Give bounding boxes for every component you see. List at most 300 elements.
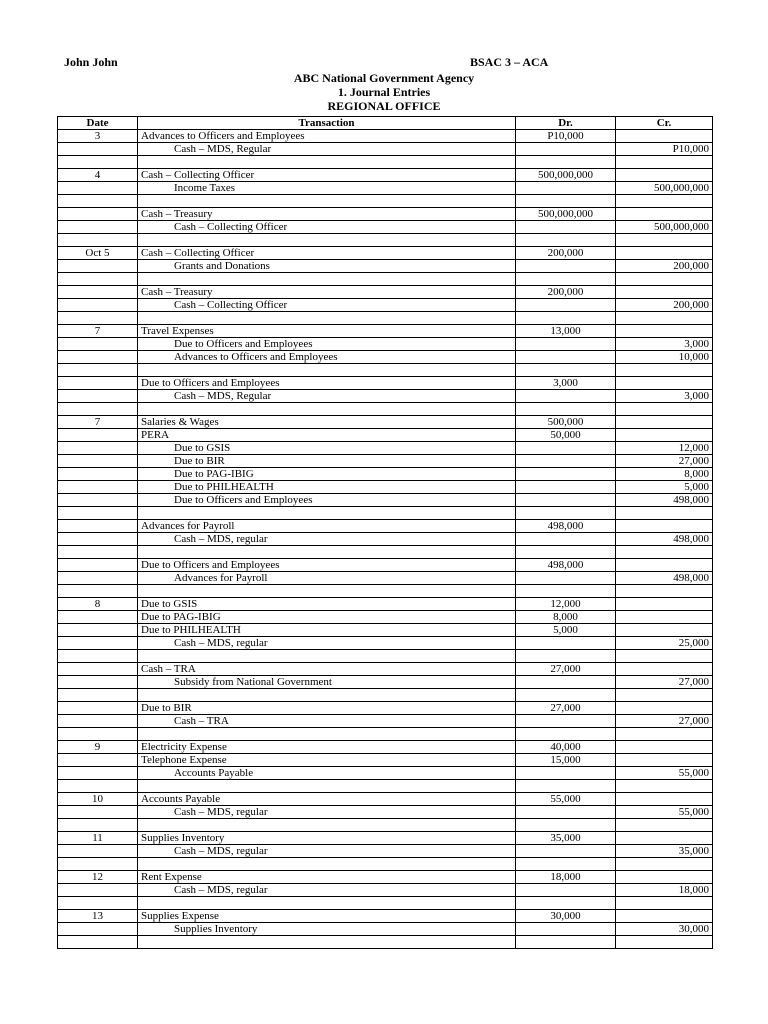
date-cell	[58, 767, 138, 780]
credit-cell	[616, 585, 713, 598]
credit-cell	[616, 429, 713, 442]
transaction-cell	[138, 585, 516, 598]
table-row	[58, 156, 713, 169]
credit-cell	[616, 520, 713, 533]
credit-cell: 27,000	[616, 715, 713, 728]
credit-cell	[616, 819, 713, 832]
debit-cell	[516, 819, 616, 832]
date-cell	[58, 728, 138, 741]
credit-cell: 10,000	[616, 351, 713, 364]
credit-cell: 35,000	[616, 845, 713, 858]
transaction-cell: Supplies Inventory	[138, 832, 516, 845]
date-cell	[58, 338, 138, 351]
debit-cell	[516, 351, 616, 364]
credit-cell	[616, 377, 713, 390]
debit-cell	[516, 858, 616, 871]
table-row	[58, 884, 713, 897]
col-header-transaction: Transaction	[138, 117, 516, 130]
debit-cell	[516, 533, 616, 546]
credit-cell	[616, 663, 713, 676]
date-cell	[58, 221, 138, 234]
debit-cell: 3,000	[516, 377, 616, 390]
transaction-cell	[138, 273, 516, 286]
debit-cell	[516, 299, 616, 312]
date-cell	[58, 780, 138, 793]
journal-body	[58, 130, 713, 949]
debit-cell	[516, 897, 616, 910]
credit-cell	[616, 234, 713, 247]
debit-cell	[516, 936, 616, 949]
credit-cell	[616, 611, 713, 624]
debit-cell	[516, 273, 616, 286]
table-row	[58, 507, 713, 520]
credit-cell	[616, 728, 713, 741]
date-cell	[58, 663, 138, 676]
table-row	[58, 520, 713, 533]
transaction-cell: Cash – MDS, regular	[138, 533, 516, 546]
debit-cell	[516, 884, 616, 897]
date-cell: 9	[58, 741, 138, 754]
debit-cell: 498,000	[516, 520, 616, 533]
table-row	[58, 260, 713, 273]
date-cell: 12	[58, 871, 138, 884]
debit-cell: P10,000	[516, 130, 616, 143]
table-row	[58, 767, 713, 780]
transaction-cell	[138, 312, 516, 325]
date-cell	[58, 286, 138, 299]
table-row	[58, 676, 713, 689]
transaction-cell: Accounts Payable	[138, 767, 516, 780]
transaction-cell: Due to GSIS	[138, 598, 516, 611]
credit-cell: 8,000	[616, 468, 713, 481]
table-row	[58, 468, 713, 481]
transaction-cell: Due to Officers and Employees	[138, 377, 516, 390]
date-cell	[58, 676, 138, 689]
table-row	[58, 546, 713, 559]
table-row	[58, 182, 713, 195]
transaction-cell: Due to Officers and Employees	[138, 494, 516, 507]
credit-cell: P10,000	[616, 143, 713, 156]
table-row	[58, 312, 713, 325]
transaction-cell: Due to PHILHEALTH	[138, 624, 516, 637]
credit-cell	[616, 910, 713, 923]
date-cell	[58, 715, 138, 728]
debit-cell	[516, 546, 616, 559]
date-cell: 3	[58, 130, 138, 143]
table-row	[58, 494, 713, 507]
transaction-cell	[138, 403, 516, 416]
debit-cell	[516, 234, 616, 247]
date-cell	[58, 611, 138, 624]
table-row	[58, 585, 713, 598]
debit-cell	[516, 572, 616, 585]
date-cell	[58, 351, 138, 364]
office-title: REGIONAL OFFICE	[327, 99, 441, 113]
date-cell	[58, 468, 138, 481]
table-row	[58, 936, 713, 949]
transaction-cell: Cash – Treasury	[138, 286, 516, 299]
transaction-cell: Due to BIR	[138, 702, 516, 715]
credit-cell	[616, 325, 713, 338]
debit-cell	[516, 195, 616, 208]
debit-cell: 55,000	[516, 793, 616, 806]
credit-cell	[616, 598, 713, 611]
table-row	[58, 416, 713, 429]
debit-cell	[516, 676, 616, 689]
transaction-cell: Rent Expense	[138, 871, 516, 884]
debit-cell: 27,000	[516, 663, 616, 676]
table-row	[58, 195, 713, 208]
table-row	[58, 364, 713, 377]
transaction-cell: Electricity Expense	[138, 741, 516, 754]
transaction-cell: Income Taxes	[138, 182, 516, 195]
debit-cell	[516, 312, 616, 325]
debit-cell: 50,000	[516, 429, 616, 442]
transaction-cell	[138, 234, 516, 247]
course-code: BSAC 3 – ACA	[470, 55, 549, 69]
credit-cell	[616, 858, 713, 871]
transaction-cell: PERA	[138, 429, 516, 442]
debit-cell: 27,000	[516, 702, 616, 715]
transaction-cell: Cash – MDS, regular	[138, 845, 516, 858]
date-cell	[58, 546, 138, 559]
table-row	[58, 598, 713, 611]
date-cell	[58, 429, 138, 442]
date-cell	[58, 260, 138, 273]
table-header-row	[58, 117, 713, 130]
debit-cell	[516, 481, 616, 494]
date-cell: 7	[58, 416, 138, 429]
debit-cell	[516, 845, 616, 858]
table-row	[58, 780, 713, 793]
table-row	[58, 234, 713, 247]
debit-cell	[516, 338, 616, 351]
date-cell	[58, 650, 138, 663]
transaction-cell: Advances to Officers and Employees	[138, 351, 516, 364]
credit-cell: 30,000	[616, 923, 713, 936]
table-row	[58, 832, 713, 845]
credit-cell	[616, 364, 713, 377]
transaction-cell: Cash – Treasury	[138, 208, 516, 221]
debit-cell: 15,000	[516, 754, 616, 767]
transaction-cell: Accounts Payable	[138, 793, 516, 806]
debit-cell	[516, 923, 616, 936]
debit-cell	[516, 260, 616, 273]
debit-cell: 18,000	[516, 871, 616, 884]
debit-cell: 500,000	[516, 416, 616, 429]
credit-cell	[616, 312, 713, 325]
table-row	[58, 221, 713, 234]
transaction-cell	[138, 780, 516, 793]
debit-cell: 500,000,000	[516, 169, 616, 182]
transaction-cell: Cash – Collecting Officer	[138, 221, 516, 234]
date-cell	[58, 884, 138, 897]
transaction-cell	[138, 936, 516, 949]
date-cell	[58, 754, 138, 767]
transaction-cell: Cash – Collecting Officer	[138, 299, 516, 312]
table-row	[58, 663, 713, 676]
transaction-cell: Travel Expenses	[138, 325, 516, 338]
transaction-cell: Due to PHILHEALTH	[138, 481, 516, 494]
journal-table	[57, 116, 713, 949]
credit-cell	[616, 416, 713, 429]
transaction-cell: Cash – TRA	[138, 715, 516, 728]
credit-cell: 25,000	[616, 637, 713, 650]
date-cell	[58, 403, 138, 416]
transaction-cell	[138, 728, 516, 741]
table-row	[58, 403, 713, 416]
credit-cell	[616, 871, 713, 884]
credit-cell: 12,000	[616, 442, 713, 455]
table-row	[58, 819, 713, 832]
date-cell	[58, 455, 138, 468]
table-row	[58, 208, 713, 221]
debit-cell: 500,000,000	[516, 208, 616, 221]
debit-cell	[516, 364, 616, 377]
table-row	[58, 429, 713, 442]
table-row	[58, 273, 713, 286]
debit-cell: 30,000	[516, 910, 616, 923]
date-cell	[58, 390, 138, 403]
date-cell	[58, 299, 138, 312]
table-row	[58, 390, 713, 403]
date-cell	[58, 377, 138, 390]
section-title: 1. Journal Entries	[337, 85, 431, 99]
credit-cell	[616, 247, 713, 260]
credit-cell	[616, 897, 713, 910]
transaction-cell: Telephone Expense	[138, 754, 516, 767]
credit-cell: 200,000	[616, 260, 713, 273]
date-cell	[58, 702, 138, 715]
date-cell	[58, 494, 138, 507]
table-row	[58, 299, 713, 312]
transaction-cell: Due to Officers and Employees	[138, 338, 516, 351]
table-row	[58, 533, 713, 546]
date-cell	[58, 234, 138, 247]
credit-cell	[616, 650, 713, 663]
credit-cell: 498,000	[616, 494, 713, 507]
transaction-cell	[138, 819, 516, 832]
transaction-cell	[138, 546, 516, 559]
credit-cell	[616, 559, 713, 572]
transaction-cell: Supplies Expense	[138, 910, 516, 923]
credit-cell: 27,000	[616, 455, 713, 468]
date-cell: 4	[58, 169, 138, 182]
table-row	[58, 845, 713, 858]
date-cell	[58, 208, 138, 221]
date-cell	[58, 156, 138, 169]
debit-cell: 13,000	[516, 325, 616, 338]
debit-cell: 498,000	[516, 559, 616, 572]
credit-cell	[616, 832, 713, 845]
credit-cell: 200,000	[616, 299, 713, 312]
debit-cell	[516, 767, 616, 780]
date-cell	[58, 897, 138, 910]
credit-cell	[616, 754, 713, 767]
credit-cell	[616, 793, 713, 806]
date-cell	[58, 572, 138, 585]
transaction-cell	[138, 507, 516, 520]
table-row	[58, 741, 713, 754]
table-row	[58, 624, 713, 637]
transaction-cell: Cash – MDS, regular	[138, 884, 516, 897]
credit-cell	[616, 130, 713, 143]
date-cell	[58, 195, 138, 208]
table-row	[58, 377, 713, 390]
credit-cell: 3,000	[616, 338, 713, 351]
col-header-date: Date	[58, 117, 138, 130]
debit-cell	[516, 780, 616, 793]
transaction-cell: Cash – MDS, regular	[138, 806, 516, 819]
transaction-cell	[138, 650, 516, 663]
transaction-cell: Due to PAG-IBIG	[138, 468, 516, 481]
table-row	[58, 754, 713, 767]
transaction-cell: Grants and Donations	[138, 260, 516, 273]
debit-cell: 200,000	[516, 247, 616, 260]
credit-cell: 500,000,000	[616, 221, 713, 234]
transaction-cell	[138, 156, 516, 169]
debit-cell	[516, 156, 616, 169]
table-row	[58, 611, 713, 624]
date-cell	[58, 520, 138, 533]
date-cell	[58, 585, 138, 598]
table-row	[58, 871, 713, 884]
date-cell	[58, 637, 138, 650]
debit-cell: 35,000	[516, 832, 616, 845]
credit-cell: 3,000	[616, 390, 713, 403]
table-row	[58, 442, 713, 455]
credit-cell	[616, 273, 713, 286]
date-cell: 7	[58, 325, 138, 338]
transaction-cell: Advances to Officers and Employees	[138, 130, 516, 143]
date-cell	[58, 182, 138, 195]
table-row	[58, 689, 713, 702]
debit-cell	[516, 637, 616, 650]
transaction-cell: Due to PAG-IBIG	[138, 611, 516, 624]
transaction-cell: Cash – TRA	[138, 663, 516, 676]
table-row	[58, 715, 713, 728]
credit-cell	[616, 286, 713, 299]
table-row	[58, 130, 713, 143]
credit-cell	[616, 507, 713, 520]
credit-cell	[616, 546, 713, 559]
transaction-cell: Subsidy from National Government	[138, 676, 516, 689]
debit-cell	[516, 494, 616, 507]
credit-cell	[616, 403, 713, 416]
debit-cell	[516, 455, 616, 468]
col-header-debit: Dr.	[516, 117, 616, 130]
transaction-cell: Cash – MDS, Regular	[138, 390, 516, 403]
credit-cell	[616, 689, 713, 702]
transaction-cell: Advances for Payroll	[138, 520, 516, 533]
table-row	[58, 559, 713, 572]
debit-cell	[516, 221, 616, 234]
table-row	[58, 702, 713, 715]
date-cell	[58, 559, 138, 572]
debit-cell	[516, 585, 616, 598]
agency-title: ABC National Government Agency	[293, 71, 475, 85]
date-cell	[58, 845, 138, 858]
credit-cell	[616, 780, 713, 793]
date-cell	[58, 819, 138, 832]
table-row	[58, 455, 713, 468]
date-cell	[58, 364, 138, 377]
debit-cell: 200,000	[516, 286, 616, 299]
debit-cell: 40,000	[516, 741, 616, 754]
credit-cell: 27,000	[616, 676, 713, 689]
debit-cell	[516, 442, 616, 455]
credit-cell	[616, 741, 713, 754]
table-row	[58, 806, 713, 819]
table-row	[58, 286, 713, 299]
date-cell: 13	[58, 910, 138, 923]
table-row	[58, 793, 713, 806]
date-cell	[58, 143, 138, 156]
table-row	[58, 325, 713, 338]
debit-cell	[516, 715, 616, 728]
credit-cell: 500,000,000	[616, 182, 713, 195]
credit-cell: 55,000	[616, 806, 713, 819]
table-row	[58, 650, 713, 663]
date-cell	[58, 312, 138, 325]
credit-cell	[616, 702, 713, 715]
transaction-cell	[138, 364, 516, 377]
transaction-cell	[138, 689, 516, 702]
table-row	[58, 897, 713, 910]
credit-cell	[616, 156, 713, 169]
date-cell: Oct 5	[58, 247, 138, 260]
table-row	[58, 143, 713, 156]
credit-cell: 498,000	[616, 572, 713, 585]
date-cell: 10	[58, 793, 138, 806]
credit-cell: 5,000	[616, 481, 713, 494]
date-cell: 11	[58, 832, 138, 845]
credit-cell	[616, 936, 713, 949]
transaction-cell: Due to BIR	[138, 455, 516, 468]
col-header-credit: Cr.	[616, 117, 713, 130]
credit-cell: 18,000	[616, 884, 713, 897]
transaction-cell: Salaries & Wages	[138, 416, 516, 429]
date-cell	[58, 481, 138, 494]
date-cell	[58, 273, 138, 286]
table-row	[58, 858, 713, 871]
credit-cell	[616, 169, 713, 182]
date-cell	[58, 624, 138, 637]
credit-cell	[616, 195, 713, 208]
transaction-cell: Due to Officers and Employees	[138, 559, 516, 572]
date-cell	[58, 689, 138, 702]
student-name: John John	[64, 55, 118, 69]
transaction-cell: Cash – MDS, Regular	[138, 143, 516, 156]
debit-cell	[516, 390, 616, 403]
debit-cell: 8,000	[516, 611, 616, 624]
debit-cell	[516, 507, 616, 520]
transaction-cell: Cash – MDS, regular	[138, 637, 516, 650]
debit-cell	[516, 689, 616, 702]
transaction-cell	[138, 858, 516, 871]
table-row	[58, 728, 713, 741]
transaction-cell: Cash – Collecting Officer	[138, 247, 516, 260]
table-row	[58, 572, 713, 585]
debit-cell: 12,000	[516, 598, 616, 611]
date-cell	[58, 936, 138, 949]
date-cell	[58, 507, 138, 520]
table-row	[58, 910, 713, 923]
date-cell	[58, 442, 138, 455]
debit-cell	[516, 182, 616, 195]
table-row	[58, 247, 713, 260]
credit-cell: 55,000	[616, 767, 713, 780]
